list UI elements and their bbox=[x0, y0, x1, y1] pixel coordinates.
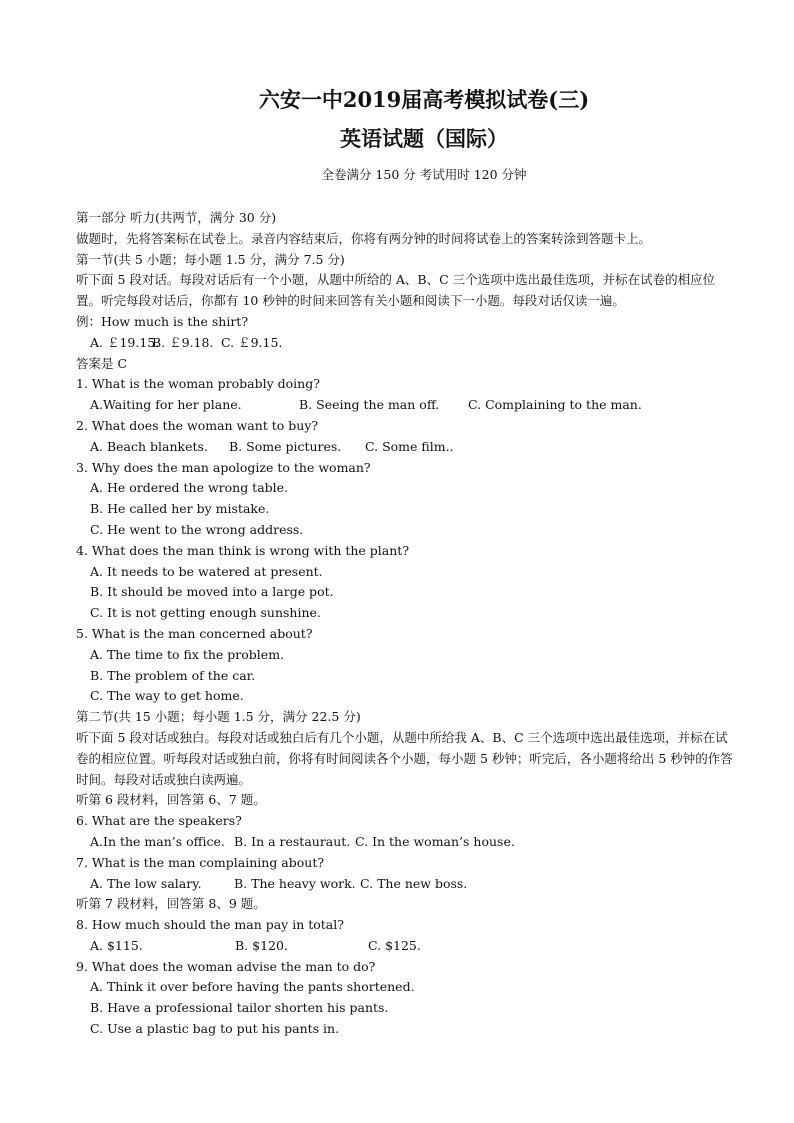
option-b: B. Have a professional tailor shorten his pants. bbox=[90, 1000, 389, 1016]
option-b: B. He called her by mistake. bbox=[90, 501, 270, 517]
option-c: C. He went to the wrong address. bbox=[90, 521, 304, 537]
option-a: A.In the man’s office. bbox=[90, 833, 225, 849]
material-6-heading: 听第 6 段材料，回答第 6、7 题。 bbox=[76, 792, 266, 808]
question-7-options bbox=[76, 874, 736, 895]
option-c: C. The way to get home. bbox=[90, 688, 244, 704]
example-answer: 答案是 C bbox=[76, 355, 128, 371]
option-a: A. The time to fix the problem. bbox=[90, 646, 285, 662]
question-3: 3. Why does the man apologize to the woman? bbox=[76, 459, 371, 475]
option-a: A. He ordered the wrong table. bbox=[90, 480, 289, 496]
option-a: A. $115. bbox=[90, 937, 143, 953]
option-a: A. It needs to be watered at present. bbox=[90, 563, 323, 579]
option-b: B. The problem of the car. bbox=[90, 667, 256, 683]
exam-info: 全卷满分 150 分 考试用时 120 分钟 bbox=[321, 167, 527, 182]
question-2: 2. What does the woman want to buy? bbox=[76, 417, 319, 433]
exam-body bbox=[76, 208, 736, 1040]
option-b: B. In a restauraut. bbox=[234, 833, 351, 849]
example-option-a: A. ￡19.15. bbox=[90, 334, 160, 350]
section2-instruction: 听下面 5 段对话或独白。每段对话或独白后有几个小题，从题中所给我 A、B、C 三个选项中选出最佳选项，并标在试卷的相应位置。听每段对话或独白前，你将有时间阅读各个小题，每小题 5 秒钟；听完后，各小题将给出 5 秒钟的作答时间。每段对话或独白读两遍。 bbox=[76, 729, 733, 787]
option-a: A. The low salary. bbox=[90, 875, 202, 891]
option-c: C. Use a plastic bag to put his pants in. bbox=[90, 1021, 340, 1037]
question-4: 4. What does the man think is wrong with the plant? bbox=[76, 542, 410, 558]
question-2-options bbox=[76, 437, 736, 458]
example-option-c: C. ￡9.15. bbox=[221, 334, 283, 350]
material-7-heading: 听第 7 段材料，回答第 8、9 题。 bbox=[76, 896, 266, 912]
option-c: C. The new boss. bbox=[360, 875, 468, 891]
section1-instruction: 听下面 5 段对话。每段对话后有一个小题，从题中所给的 A、B、C 三个选项中选出最佳选项，并标在试卷的相应位置。听完每段对话后，你都有 10 秒钟的时间来回答有关小题和阅读下一小题。每段对话仅读一遍。 bbox=[76, 272, 716, 309]
example-options bbox=[76, 333, 736, 354]
question-9: 9. What does the woman advise the man to do? bbox=[76, 958, 376, 974]
exam-subtitle: 英语试题（国际） bbox=[340, 126, 508, 151]
option-a: A. Think it over before having the pants shortened. bbox=[90, 979, 415, 995]
question-1: 1. What is the woman probably doing? bbox=[76, 376, 320, 392]
option-b: B. The heavy work. bbox=[234, 875, 356, 891]
option-b: B. $120. bbox=[235, 937, 288, 953]
question-1-options bbox=[76, 395, 736, 416]
option-c: C. $125. bbox=[368, 937, 421, 953]
question-8-options bbox=[76, 936, 736, 957]
question-7: 7. What is the man complaining about? bbox=[76, 854, 325, 870]
option-c: C. Complaining to the man. bbox=[468, 397, 642, 413]
option-b: B. Some pictures. bbox=[229, 438, 342, 454]
exam-title: 六安一中2019届高考模拟试卷(三) bbox=[258, 87, 590, 112]
question-8: 8. How much should the man pay in total? bbox=[76, 917, 344, 933]
option-c: C. In the woman’s house. bbox=[355, 833, 515, 849]
section1-heading: 第一节(共 5 小题；每小题 1.5 分，满分 7.5 分) bbox=[76, 251, 345, 267]
question-6-options bbox=[76, 832, 736, 853]
option-a: A. Beach blankets. bbox=[90, 438, 208, 454]
example-question: 例：How much is the shirt? bbox=[76, 313, 249, 329]
section2-heading: 第二节(共 15 小题；每小题 1.5 分，满分 22.5 分) bbox=[76, 709, 361, 725]
part1-instruction: 做题时，先将答案标在试卷上。录音内容结束后，你将有两分钟的时间将试卷上的答案转涂到答题卡上。 bbox=[76, 230, 652, 246]
question-6: 6. What are the speakers? bbox=[76, 813, 242, 829]
option-c: C. It is not getting enough sunshine. bbox=[90, 605, 321, 621]
example-option-b: B. ￡9.18. bbox=[152, 334, 214, 350]
option-b: B. It should be moved into a large pot. bbox=[90, 584, 334, 600]
question-5: 5. What is the man concerned about? bbox=[76, 625, 313, 641]
option-a: A.Waiting for her plane. bbox=[90, 397, 242, 413]
option-c: C. Some film.. bbox=[365, 438, 454, 454]
part1-heading: 第一部分 听力(共两节，满分 30 分) bbox=[76, 210, 277, 225]
option-b: B. Seeing the man off. bbox=[299, 397, 440, 413]
